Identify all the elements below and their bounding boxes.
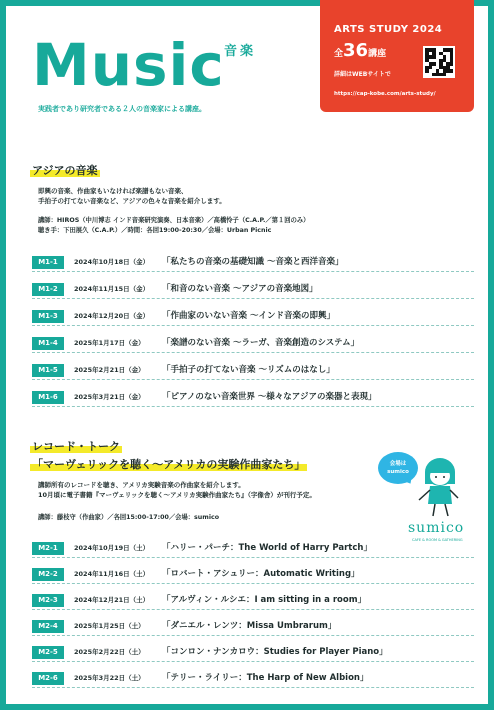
qr-module <box>450 73 454 77</box>
promo-count-suffix: 講座 <box>368 49 387 59</box>
section1-meta-line2: 聴き手：下田展久（C.A.P.）／時間：各回19:00-20:30／会場：Urban Picnic <box>38 227 272 235</box>
lecture-code-badge: M1-1 <box>32 256 64 269</box>
section1-heading <box>30 162 100 178</box>
lecture-date: 2024年12月21日（土） <box>74 596 150 604</box>
lecture-code-badge: M2-1 <box>32 542 64 555</box>
lecture-date: 2025年3月22日（土） <box>74 674 145 682</box>
venue-bubble-line1: 会場は <box>389 461 407 467</box>
promo-box <box>320 0 474 112</box>
lecture-code-badge: M1-4 <box>32 337 64 350</box>
lecture-row <box>32 538 474 558</box>
section1-meta <box>38 216 309 236</box>
section1-description <box>38 186 226 206</box>
lecture-code-badge: M1-5 <box>32 364 64 377</box>
lecture-row <box>32 590 474 610</box>
section2-meta <box>38 513 219 523</box>
lecture-date: 2024年10月18日（金） <box>74 258 150 266</box>
lecture-row <box>32 360 474 380</box>
lecture-row <box>32 564 474 584</box>
qr-code-icon[interactable] <box>423 46 455 78</box>
promo-detail: 詳細はWEBサイトで <box>334 71 391 78</box>
lecture-row <box>32 252 474 272</box>
lecture-row <box>32 333 474 353</box>
lecture-code-badge: M2-5 <box>32 646 64 659</box>
promo-count-number: 36 <box>343 40 369 61</box>
lecture-title: 「私たちの音楽の基礎知識 〜音楽と西洋音楽」 <box>162 257 344 267</box>
lecture-code-badge: M2-2 <box>32 568 64 581</box>
lecture-code-badge: M2-4 <box>32 620 64 633</box>
section2-heading-2 <box>30 456 307 472</box>
lecture-title: 「手拍子の打てない音楽 〜リズムのはなし」 <box>162 365 335 375</box>
section2-heading-1 <box>30 438 122 454</box>
lecture-code-badge: M1-2 <box>32 283 64 296</box>
lecture-code-badge: M2-3 <box>32 594 64 607</box>
section2-heading2-text: 「マーヴェリックを聴く〜アメリカの実験作曲家たち」 <box>32 458 306 471</box>
promo-count <box>334 40 386 61</box>
lecture-date: 2025年2月21日（金） <box>74 366 145 374</box>
promo-url[interactable]: https://cap-kobe.com/arts-study/ <box>334 91 436 97</box>
lecture-title: 「ダニエル・レンツ：Missa Umbrarum」 <box>162 621 337 631</box>
section1-meta-line1: 講師：HIROS（中川博志 インド音楽研究演奏、日本音楽）／高橋怜子（C.A.P.／第１回のみ） <box>38 217 310 224</box>
lecture-date: 2025年3月21日（金） <box>74 393 145 401</box>
page-title: Music <box>32 31 225 99</box>
section1-desc-line2: 手拍子の打てない音楽など、アジアの色々な音楽を紹介します。 <box>38 197 226 206</box>
section2-meta-line1: 講師：藤枝守（作曲家）／各回15:00-17:00／会場：sumico <box>38 514 220 521</box>
section1-desc-line1: 即興の音楽、作曲家もいなければ楽譜もない音楽、 <box>38 187 188 195</box>
lecture-code-badge: M1-3 <box>32 310 64 323</box>
lecture-date: 2024年11月15日（金） <box>74 285 150 293</box>
lecture-title: 「ピアノのない音楽世界 〜様々なアジアの楽器と表現」 <box>162 392 377 402</box>
lecture-row <box>32 387 474 407</box>
lecture-row <box>32 279 474 299</box>
section2-heading1-text: レコード・トーク <box>32 440 120 453</box>
title-block <box>32 31 225 99</box>
lecture-code-badge: M2-6 <box>32 672 64 685</box>
qr-code-grid <box>425 48 453 76</box>
lecture-date: 2025年1月17日（金） <box>74 339 145 347</box>
lecture-title: 「コンロン・ナンカロウ：Studies for Player Piano」 <box>162 647 388 657</box>
lecture-row <box>32 616 474 636</box>
lecture-title: 「楽譜のない音楽 〜ラーガ、音楽創造のシステム」 <box>162 338 360 348</box>
promo-title: ARTS STUDY 2024 <box>334 24 443 35</box>
page-subtitle: 実践者であり研究者である２人の音楽家による講座。 <box>38 105 206 113</box>
lecture-date: 2025年1月25日（土） <box>74 622 145 630</box>
lecture-title: 「和音のない音楽 〜アジアの音楽地図」 <box>162 284 318 294</box>
lecture-date: 2024年12月20日（金） <box>74 312 150 320</box>
lecture-date: 2024年10月19日（土） <box>74 544 150 552</box>
venue-bubble-line2: sumico <box>387 468 409 475</box>
lecture-row <box>32 306 474 326</box>
lecture-title: 「アルヴィン・ルシエ：I am sitting in a room」 <box>162 595 367 605</box>
sumico-wordmark: sumico <box>408 520 465 536</box>
lecture-title: 「テリー・ライリー：The Harp of New Albion」 <box>162 673 369 683</box>
sumico-caption: CAFE & ROOM & GATHERING <box>412 538 463 542</box>
lecture-row <box>32 668 474 688</box>
lecture-date: 2025年2月22日（土） <box>74 648 145 656</box>
section2-desc-line2: 10月頃に電子書籍『マーヴェリックを聴く〜アメリカ実験作曲家たち』（字像舎）が刊行予定。 <box>38 491 316 500</box>
lecture-title: 「ハリー・パーチ：The World of Harry Partch」 <box>162 543 372 553</box>
sumico-character-icon <box>386 452 476 522</box>
lecture-code-badge: M1-6 <box>32 391 64 404</box>
section2-description <box>38 480 316 500</box>
lecture-title: 「ロバート・アシュリー：Automatic Writing」 <box>162 569 360 579</box>
section2-desc-line1: 講師所有のレコードを聴き、アメリカ実験音楽の作曲家を紹介します。 <box>38 481 245 489</box>
lecture-title: 「作曲家のいない音楽 〜インド音楽の即興」 <box>162 311 335 321</box>
promo-count-prefix: 全 <box>334 49 344 59</box>
sumico-logo <box>386 452 476 542</box>
page-title-jp: 音楽 <box>224 44 257 59</box>
lecture-date: 2024年11月16日（土） <box>74 570 150 578</box>
section1-heading-text: アジアの音楽 <box>32 164 98 177</box>
lecture-row <box>32 642 474 662</box>
